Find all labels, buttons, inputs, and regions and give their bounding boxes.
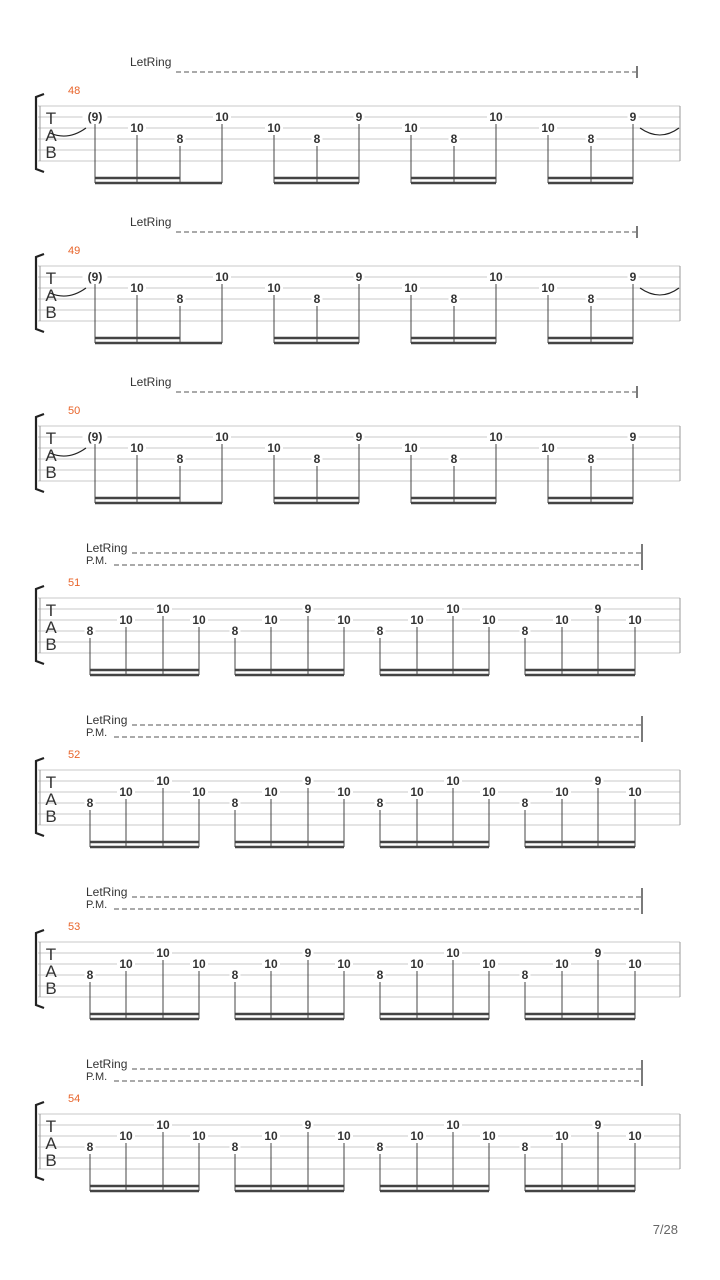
fret-number: 10 [119, 1129, 133, 1143]
fret-number: 10 [489, 270, 503, 284]
fret-number: 8 [231, 796, 239, 810]
tab-clef-letter: A [45, 618, 57, 637]
fret-number: 8 [450, 452, 458, 466]
fret-number: 10 [628, 1129, 642, 1143]
tab-clef-letter: A [45, 446, 57, 465]
fret-number: 9 [355, 110, 363, 124]
measure-number: 50 [68, 405, 81, 417]
let-ring-label: LetRing [86, 541, 128, 555]
fret-number: 10 [410, 1129, 424, 1143]
tab-clef-letter: B [45, 303, 57, 322]
fret-number: 9 [304, 602, 312, 616]
palm-mute-label: P.M. [86, 727, 108, 739]
fret-number: 10 [130, 441, 144, 455]
fret-number: 9 [629, 110, 637, 124]
fret-number: 10 [541, 121, 555, 135]
fret-number: 10 [541, 281, 555, 295]
fret-number: 10 [404, 281, 418, 295]
tab-system [36, 541, 680, 675]
fret-number: 10 [446, 946, 460, 960]
fret-number: 10 [215, 430, 229, 444]
fret-number: 9 [355, 430, 363, 444]
fret-number: 8 [231, 968, 239, 982]
fret-number: 10 [119, 957, 133, 971]
measure-number: 51 [68, 577, 81, 589]
fret-number: 10 [482, 613, 496, 627]
tab-system [36, 1057, 680, 1191]
fret-number: 8 [376, 624, 384, 638]
tab-clef-letter: B [45, 807, 57, 826]
fret-number: 9 [594, 1118, 602, 1132]
tab-clef-letter: A [45, 790, 57, 809]
fret-number: 10 [264, 1129, 278, 1143]
fret-number: 10 [555, 1129, 569, 1143]
fret-number: 8 [521, 624, 529, 638]
fret-number: 10 [489, 430, 503, 444]
tab-clef-letter: B [45, 143, 57, 162]
tab-clef-letter: A [45, 126, 57, 145]
tab-clef-letter: B [45, 463, 57, 482]
fret-number: 8 [176, 132, 184, 146]
fret-number: 10 [156, 946, 170, 960]
fret-number: 10 [130, 281, 144, 295]
tab-clef-letter: T [45, 1117, 57, 1136]
tab-system [36, 885, 680, 1019]
fret-number: 10 [130, 121, 144, 135]
fret-number: 8 [86, 796, 94, 810]
fret-number: 10 [337, 957, 351, 971]
fret-number: 8 [313, 292, 321, 306]
fret-number: 9 [304, 946, 312, 960]
tie-out [640, 128, 679, 135]
tab-clef-letter: B [45, 1151, 57, 1170]
fret-number: (9) [87, 270, 103, 284]
fret-number: 8 [376, 968, 384, 982]
let-ring-label: LetRing [86, 713, 128, 727]
fret-number: 10 [555, 785, 569, 799]
fret-number: 10 [628, 957, 642, 971]
let-ring-label: LetRing [130, 215, 172, 229]
fret-number: 10 [264, 785, 278, 799]
fret-number: 10 [410, 785, 424, 799]
fret-number: 10 [215, 270, 229, 284]
fret-number: 10 [192, 785, 206, 799]
fret-number: 10 [119, 613, 133, 627]
tab-clef-letter: B [45, 635, 57, 654]
fret-number: 10 [337, 785, 351, 799]
fret-number: (9) [87, 430, 103, 444]
measure-number: 49 [68, 245, 81, 257]
let-ring-label: LetRing [130, 55, 172, 69]
palm-mute-label: P.M. [86, 1071, 108, 1083]
fret-number: 9 [594, 602, 602, 616]
fret-number: 10 [192, 613, 206, 627]
tab-clef-letter: T [45, 269, 57, 288]
palm-mute-label: P.M. [86, 899, 108, 911]
fret-number: 10 [555, 957, 569, 971]
fret-number: 10 [541, 441, 555, 455]
fret-number: 10 [489, 110, 503, 124]
fret-number: 10 [404, 441, 418, 455]
fret-number: 10 [215, 110, 229, 124]
fret-number: 8 [176, 292, 184, 306]
measure-number: 48 [68, 85, 81, 97]
fret-number: 9 [304, 1118, 312, 1132]
fret-number: 10 [410, 957, 424, 971]
let-ring-label: LetRing [130, 375, 172, 389]
tie-out [640, 288, 679, 295]
tab-clef-letter: T [45, 429, 57, 448]
fret-number: (9) [87, 110, 103, 124]
fret-number: 10 [264, 957, 278, 971]
fret-number: 10 [192, 957, 206, 971]
tab-system [36, 713, 680, 847]
fret-number: 9 [629, 430, 637, 444]
tab-clef-letter: B [45, 979, 57, 998]
palm-mute-label: P.M. [86, 555, 108, 567]
fret-number: 8 [450, 292, 458, 306]
fret-number: 8 [176, 452, 184, 466]
measure-number: 54 [68, 1093, 81, 1105]
fret-number: 9 [594, 774, 602, 788]
fret-number: 8 [231, 624, 239, 638]
fret-number: 8 [521, 968, 529, 982]
fret-number: 8 [450, 132, 458, 146]
fret-number: 10 [482, 1129, 496, 1143]
tab-clef-letter: T [45, 601, 57, 620]
fret-number: 8 [521, 1140, 529, 1154]
measure-number: 52 [68, 749, 81, 761]
fret-number: 10 [264, 613, 278, 627]
page-number: 7/28 [652, 1222, 678, 1237]
fret-number: 10 [337, 613, 351, 627]
tab-clef-letter: A [45, 1134, 57, 1153]
fret-number: 10 [628, 785, 642, 799]
fret-number: 10 [156, 774, 170, 788]
tab-clef-letter: T [45, 109, 57, 128]
fret-number: 8 [231, 1140, 239, 1154]
fret-number: 8 [376, 796, 384, 810]
fret-number: 9 [355, 270, 363, 284]
tab-system [36, 375, 680, 503]
fret-number: 10 [267, 121, 281, 135]
tab-system [36, 215, 680, 343]
fret-number: 8 [587, 132, 595, 146]
fret-number: 10 [337, 1129, 351, 1143]
let-ring-label: LetRing [86, 885, 128, 899]
fret-number: 10 [446, 774, 460, 788]
fret-number: 8 [521, 796, 529, 810]
fret-number: 9 [594, 946, 602, 960]
fret-number: 10 [267, 281, 281, 295]
tab-clef-letter: T [45, 773, 57, 792]
fret-number: 8 [86, 968, 94, 982]
fret-number: 8 [86, 1140, 94, 1154]
fret-number: 9 [629, 270, 637, 284]
fret-number: 10 [119, 785, 133, 799]
tab-system [36, 55, 680, 183]
fret-number: 8 [376, 1140, 384, 1154]
fret-number: 10 [555, 613, 569, 627]
fret-number: 8 [313, 132, 321, 146]
measure-number: 53 [68, 921, 81, 933]
fret-number: 10 [628, 613, 642, 627]
fret-number: 10 [156, 1118, 170, 1132]
fret-number: 8 [313, 452, 321, 466]
fret-number: 10 [446, 1118, 460, 1132]
fret-number: 8 [587, 292, 595, 306]
fret-number: 10 [482, 785, 496, 799]
fret-number: 10 [156, 602, 170, 616]
tab-clef-letter: A [45, 962, 57, 981]
fret-number: 10 [404, 121, 418, 135]
fret-number: 9 [304, 774, 312, 788]
fret-number: 10 [482, 957, 496, 971]
fret-number: 8 [86, 624, 94, 638]
fret-number: 10 [192, 1129, 206, 1143]
let-ring-label: LetRing [86, 1057, 128, 1071]
tab-clef-letter: T [45, 945, 57, 964]
tab-clef-letter: A [45, 286, 57, 305]
fret-number: 10 [267, 441, 281, 455]
fret-number: 10 [410, 613, 424, 627]
fret-number: 10 [446, 602, 460, 616]
fret-number: 8 [587, 452, 595, 466]
